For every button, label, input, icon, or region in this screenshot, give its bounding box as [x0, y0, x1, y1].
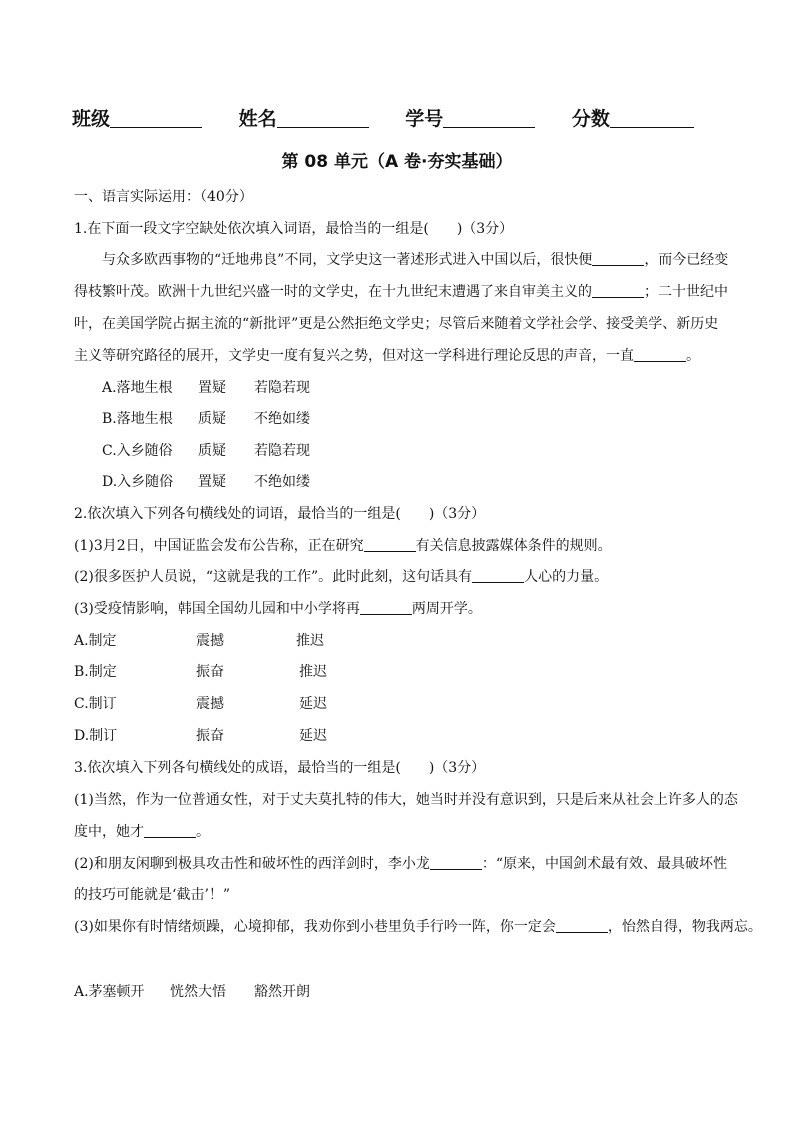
q3-stem: 3.依次填入下列各句横线处的成语，最恰当的一组是( )（3分） [74, 760, 486, 776]
score-label: 分数 [571, 108, 610, 130]
class-field[interactable] [110, 109, 202, 128]
q3-option-a-word3: 豁然开朗 [254, 984, 310, 1000]
class-label: 班级 [72, 108, 111, 130]
q2-option-b-word3: 推迟 [299, 664, 327, 680]
blank [556, 918, 608, 933]
q3-option-a-word2: 恍然大悟 [170, 984, 226, 1000]
blank [360, 600, 412, 615]
q1-option-c-word2: 质疑 [198, 443, 226, 459]
blank [430, 855, 482, 870]
q1-stem: 1.在下面一段文字空缺处依次填入词语，最恰当的一组是( )（3分） [74, 221, 514, 237]
q2-stem: 2.依次填入下列各句横线处的词语，最恰当的一组是( )（3分） [74, 506, 486, 522]
q1-passage-line: 与众多欧西事物的“迁地弗良”不同，文学史这一著述形式进入中国以后，很快便 ，而今已经变 [102, 252, 729, 268]
q2-option-c[interactable]: C.制订 [74, 696, 117, 712]
q1-passage-line: 主义等研究路径的展开，文学史一度有复兴之势，但对这一学科进行理论反思的声音，一直 。 [74, 348, 700, 364]
q2-sentence-2: (2)很多医护人员说，“这就是我的工作”。此时此刻，这句话具有 人心的力量。 [74, 569, 609, 585]
blank [592, 251, 644, 266]
id-label: 学号 [405, 108, 444, 130]
q1-option-d[interactable]: D.入乡随俗 [102, 474, 174, 490]
student-info-header [72, 104, 694, 131]
q3-sentence-3: (3)如果你有时情绪烦躁，心境抑郁，我劝你到小巷里负手行吟一阵，你一定会 ，怡然自得，物我两忘。 [74, 919, 762, 935]
q3-sentence-1-line1: (1)当然，作为一位普通女性，对于丈夫莫扎特的伟大，她当时并没有意识到，只是后来从社会上许多人的态 [74, 792, 738, 808]
q2-option-a-word2: 震撼 [196, 633, 224, 649]
q2-option-a-word3: 推迟 [296, 633, 324, 649]
q1-option-d-word2: 置疑 [198, 474, 226, 490]
q1-option-b[interactable]: B.落地生根 [102, 411, 173, 427]
q1-option-a[interactable]: A.落地生根 [102, 380, 173, 396]
blank [472, 568, 524, 583]
q1-option-d-word3: 不绝如缕 [254, 474, 310, 490]
q2-option-c-word2: 震撼 [196, 696, 224, 712]
q3-sentence-2-line2: 的技巧可能就是‘截击’！” [74, 887, 231, 903]
blank [634, 347, 686, 362]
q1-option-b-word3: 不绝如缕 [254, 411, 310, 427]
q1-option-a-word3: 若隐若现 [254, 380, 310, 396]
section-heading: 一、语言实际运用：（40分） [74, 189, 253, 205]
q2-option-d-word3: 延迟 [299, 728, 327, 744]
q2-option-c-word3: 延迟 [299, 696, 327, 712]
id-field[interactable] [443, 109, 535, 128]
q1-passage-line: 得枝繁叶茂。欧洲十九世纪兴盛一时的文学史，在十九世纪末遭遇了来自审美主义的 ；二十世纪中 [74, 284, 728, 300]
q2-sentence-1: (1)3月2日，中国证监会发布公告称，正在研究 有关信息披露媒体条件的规则。 [74, 538, 612, 554]
score-field[interactable] [610, 109, 694, 128]
page-title: 第 08 单元（A 卷·夯实基础） [281, 152, 513, 172]
q2-option-b[interactable]: B.制定 [74, 664, 117, 680]
blank [364, 537, 416, 552]
q2-option-d-word2: 振奋 [196, 728, 224, 744]
q3-sentence-1-line2: 度中，她才 。 [74, 824, 210, 840]
q3-sentence-2-line1: (2)和朋友闲聊到极具攻击性和破坏性的西洋剑时，李小龙 ：“原来，中国剑术最有效、最具破坏性 [74, 856, 727, 872]
q1-option-c-word3: 若隐若现 [254, 443, 310, 459]
q1-option-a-word2: 置疑 [198, 380, 226, 396]
q2-option-d[interactable]: D.制订 [74, 728, 118, 744]
q3-option-a[interactable]: A.茅塞顿开 [74, 984, 145, 1000]
q1-passage-line: 叶，在美国学院占据主流的“新批评”更是公然拒绝文学史；尽管后来随着文学社会学、接受美学、新历史 [74, 316, 719, 332]
blank [144, 823, 196, 838]
name-label: 姓名 [238, 108, 277, 130]
q2-option-b-word2: 振奋 [196, 664, 224, 680]
q1-option-b-word2: 质疑 [198, 411, 226, 427]
q2-option-a[interactable]: A.制定 [74, 633, 117, 649]
blank [592, 283, 644, 298]
q2-sentence-3: (3)受疫情影响，韩国全国幼儿园和中小学将再 两周开学。 [74, 601, 482, 617]
q1-option-c[interactable]: C.入乡随俗 [102, 443, 173, 459]
name-field[interactable] [277, 109, 369, 128]
